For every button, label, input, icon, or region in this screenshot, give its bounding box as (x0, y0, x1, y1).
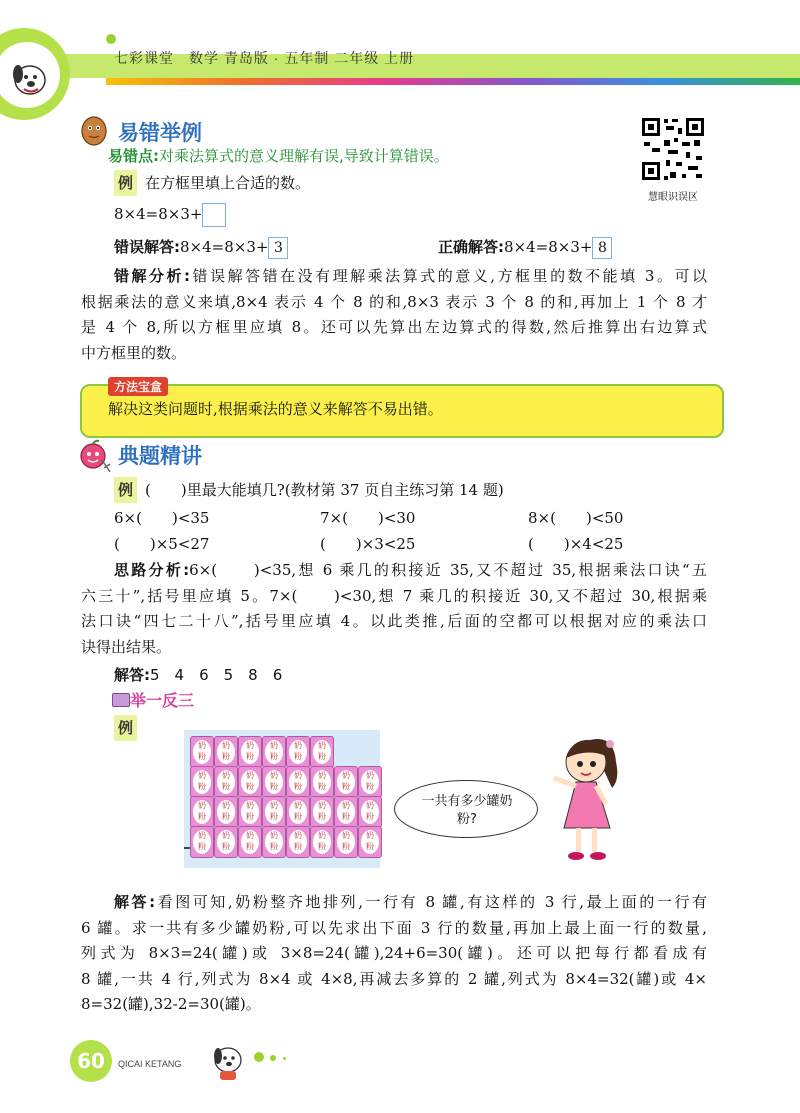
error-point-label: 易错点: (108, 147, 159, 165)
milk-can (310, 796, 334, 828)
answer2-line: 6 罐。求一共有多少罐奶粉,可以先求出下面 3 行的数量,再加上最上面一行的数量, (81, 918, 707, 937)
milk-can-label: 奶 粉 (193, 800, 211, 824)
inequality: ( )×5<27 (114, 535, 210, 553)
qr-caption: 慧眼识误区 (648, 192, 698, 203)
method-tag: 方法宝盒 (108, 377, 168, 396)
milk-can (190, 766, 214, 798)
milk-can (358, 766, 382, 798)
milk-can (238, 736, 262, 768)
inequality: 7×( )<30 (320, 509, 416, 527)
answer-label: 解答: (114, 666, 150, 684)
milk-can (214, 796, 238, 828)
milk-can-label: 奶 粉 (289, 800, 307, 824)
footer-dot (254, 1052, 264, 1062)
analysis-label: 错解分析: (114, 267, 191, 285)
speech-bubble-text: 一共有多少罐奶粉? (421, 794, 513, 827)
milk-can-label: 奶 粉 (241, 800, 259, 824)
answer-box (202, 203, 226, 227)
idea-analysis-label: 思路分析: (114, 561, 190, 579)
answer2-line: 看图可知,奶粉整齐地排列,一行有 8 罐,有这样的 3 行,最上面的一行有 (155, 893, 708, 911)
milk-can-label: 奶 粉 (337, 800, 355, 824)
answer2-line: 列式为 8×3=24(罐)或 3×8=24(罐),24+6=30(罐)。还可以把每行都看成有 (81, 944, 707, 962)
milk-can-label: 奶 粉 (361, 800, 379, 824)
page-number: 60 (77, 1049, 105, 1073)
milk-can (238, 826, 262, 858)
milk-can-label: 奶 粉 (217, 800, 235, 824)
idea-analysis-line: 6×( )<35,想 6 乘几的积接近 35,又不超过 35,根据乘法口诀“五 (189, 561, 707, 579)
milk-can (334, 826, 358, 858)
right-equation: 8×4=8×3+ (504, 238, 593, 256)
answer-row (114, 662, 282, 688)
error-point (108, 143, 449, 169)
milk-can (262, 796, 286, 828)
milk-can-label: 奶 粉 (361, 830, 379, 854)
answer2-line: 8=32(罐),32-2=30(罐)。 (81, 995, 261, 1013)
answer2 (81, 890, 707, 1018)
milk-can-label: 奶 粉 (217, 770, 235, 794)
milk-can (238, 766, 262, 798)
error-analysis (81, 264, 707, 366)
analysis-line: 中方框里的数。 (81, 343, 187, 362)
footer-dot (270, 1055, 276, 1061)
sub-title: 举一反三 (130, 691, 195, 710)
milk-can-label: 奶 粉 (289, 770, 307, 794)
header-dot (106, 34, 116, 44)
milk-can (286, 796, 310, 828)
inequality: 8×( )<50 (528, 509, 624, 527)
milk-can-label: 奶 粉 (289, 830, 307, 854)
milk-can (262, 766, 286, 798)
milk-can-label: 奶 粉 (313, 770, 331, 794)
sub-example (114, 715, 145, 741)
example-text: 在方框里填上合适的数。 (145, 174, 311, 192)
example2-question-text: ( )里最大能填几?(教材第 37 页自主练习第 14 题) (145, 481, 504, 499)
milk-can (334, 766, 358, 798)
milk-can (358, 796, 382, 828)
milk-can-label: 奶 粉 (193, 770, 211, 794)
footer-dot (283, 1057, 286, 1060)
milk-can (262, 826, 286, 858)
right-answer (438, 234, 612, 260)
milk-can-label: 奶 粉 (289, 740, 307, 764)
sub-example-tag: 例 (114, 715, 137, 741)
idea-analysis (81, 558, 707, 660)
milk-can-label: 奶 粉 (361, 770, 379, 794)
analysis-line: 错误解答错在没有理解乘法算式的意义,方框里的数不能填 3。可以 (190, 267, 707, 285)
example-tag: 例 (114, 170, 137, 196)
analysis-line: 是 4 个 8,所以方框里应填 8。还可以先算出左边算式的得数,然后推算出右边算式 (81, 318, 707, 336)
milk-can (214, 736, 238, 768)
milk-can (358, 826, 382, 858)
milk-can-label: 奶 粉 (217, 830, 235, 854)
milk-can-label: 奶 粉 (313, 740, 331, 764)
example-prompt (114, 170, 310, 196)
dog-footer-icon (206, 1040, 250, 1084)
potato-mascot-icon (76, 112, 112, 148)
milk-can-label: 奶 粉 (313, 800, 331, 824)
inequality: ( )×3<25 (320, 535, 416, 553)
book-icon (112, 693, 130, 707)
example2-tag: 例 (114, 477, 137, 503)
milk-can (334, 796, 358, 828)
idea-analysis-line: 六三十”,括号里应填 5。7×( )<30,想 7 乘几的积接近 30,又不超过 30,根据乘 (81, 586, 707, 605)
apple-mascot-icon (76, 438, 112, 474)
answer2-line: 8 罐,一共 4 行,列式为 8×4 或 4×8,再减去多算的 2 罐,列式为 8×4=32(罐)或 4× (81, 969, 707, 988)
girl-character-icon (540, 726, 630, 864)
inequality: ( )×4<25 (528, 535, 624, 553)
header-rainbow-strip (106, 78, 800, 85)
milk-can-label: 奶 粉 (337, 770, 355, 794)
idea-analysis-line: 法口诀“四七二十八”,括号里应填 4。以此类推,后面的空都可以根据对应的乘法口 (81, 612, 707, 630)
milk-can-label: 奶 粉 (313, 830, 331, 854)
method-text: 解决这类问题时,根据乘法的意义来解答不易出错。 (108, 400, 443, 418)
analysis-line: 根据乘法的意义来填,8×4 表示 4 个 8 的和,8×3 表示 3 个 8 的和,再加上 1 个 8 才 (81, 292, 707, 311)
milk-can-label: 奶 粉 (193, 830, 211, 854)
milk-can-label: 奶 粉 (241, 740, 259, 764)
milk-can (310, 766, 334, 798)
milk-can-label: 奶 粉 (265, 830, 283, 854)
section-title-examples: 典题精讲 (118, 444, 202, 468)
milk-can-label: 奶 粉 (241, 770, 259, 794)
header-title: 七彩课堂 数学 青岛版 · 五年制 二年级 上册 (114, 50, 415, 66)
answer2-label: 解答: (114, 893, 156, 911)
right-label: 正确解答: (438, 238, 504, 256)
milk-can-label: 奶 粉 (217, 740, 235, 764)
wrong-value-box: 3 (268, 237, 288, 259)
idea-analysis-line: 诀得出结果。 (81, 637, 172, 656)
wrong-answer (114, 234, 288, 260)
milk-can (286, 766, 310, 798)
milk-can (214, 826, 238, 858)
milk-can-label: 奶 粉 (265, 800, 283, 824)
section-title-errors: 易错举例 (118, 121, 202, 145)
equation-text: 8×4=8×3+ (114, 205, 203, 223)
milk-can-label: 奶 粉 (337, 830, 355, 854)
milk-can (214, 766, 238, 798)
milk-can-label: 奶 粉 (193, 740, 211, 764)
footer-brand: QICAI KETANG (118, 1059, 182, 1069)
milk-can (190, 736, 214, 768)
dog-mascot-icon (4, 50, 56, 102)
wrong-label: 错误解答: (114, 238, 180, 256)
example2-question (114, 477, 504, 503)
answer-values: 5 4 6 5 8 6 (150, 666, 283, 684)
milk-can (286, 736, 310, 768)
right-value-box: 8 (592, 237, 612, 259)
milk-can-label: 奶 粉 (241, 830, 259, 854)
example-equation (114, 201, 226, 227)
milk-can (310, 826, 334, 858)
milk-can-label: 奶 粉 (265, 770, 283, 794)
milk-can (286, 826, 310, 858)
inequality: 6×( )<35 (114, 509, 210, 527)
milk-can (190, 826, 214, 858)
milk-can-label: 奶 粉 (265, 740, 283, 764)
error-point-text: 对乘法算式的意义理解有误,导致计算错误。 (159, 147, 449, 165)
wrong-equation: 8×4=8×3+ (180, 238, 269, 256)
qr-code-icon (640, 116, 706, 182)
milk-can (190, 796, 214, 828)
milk-can (262, 736, 286, 768)
milk-can (310, 736, 334, 768)
milk-can (238, 796, 262, 828)
